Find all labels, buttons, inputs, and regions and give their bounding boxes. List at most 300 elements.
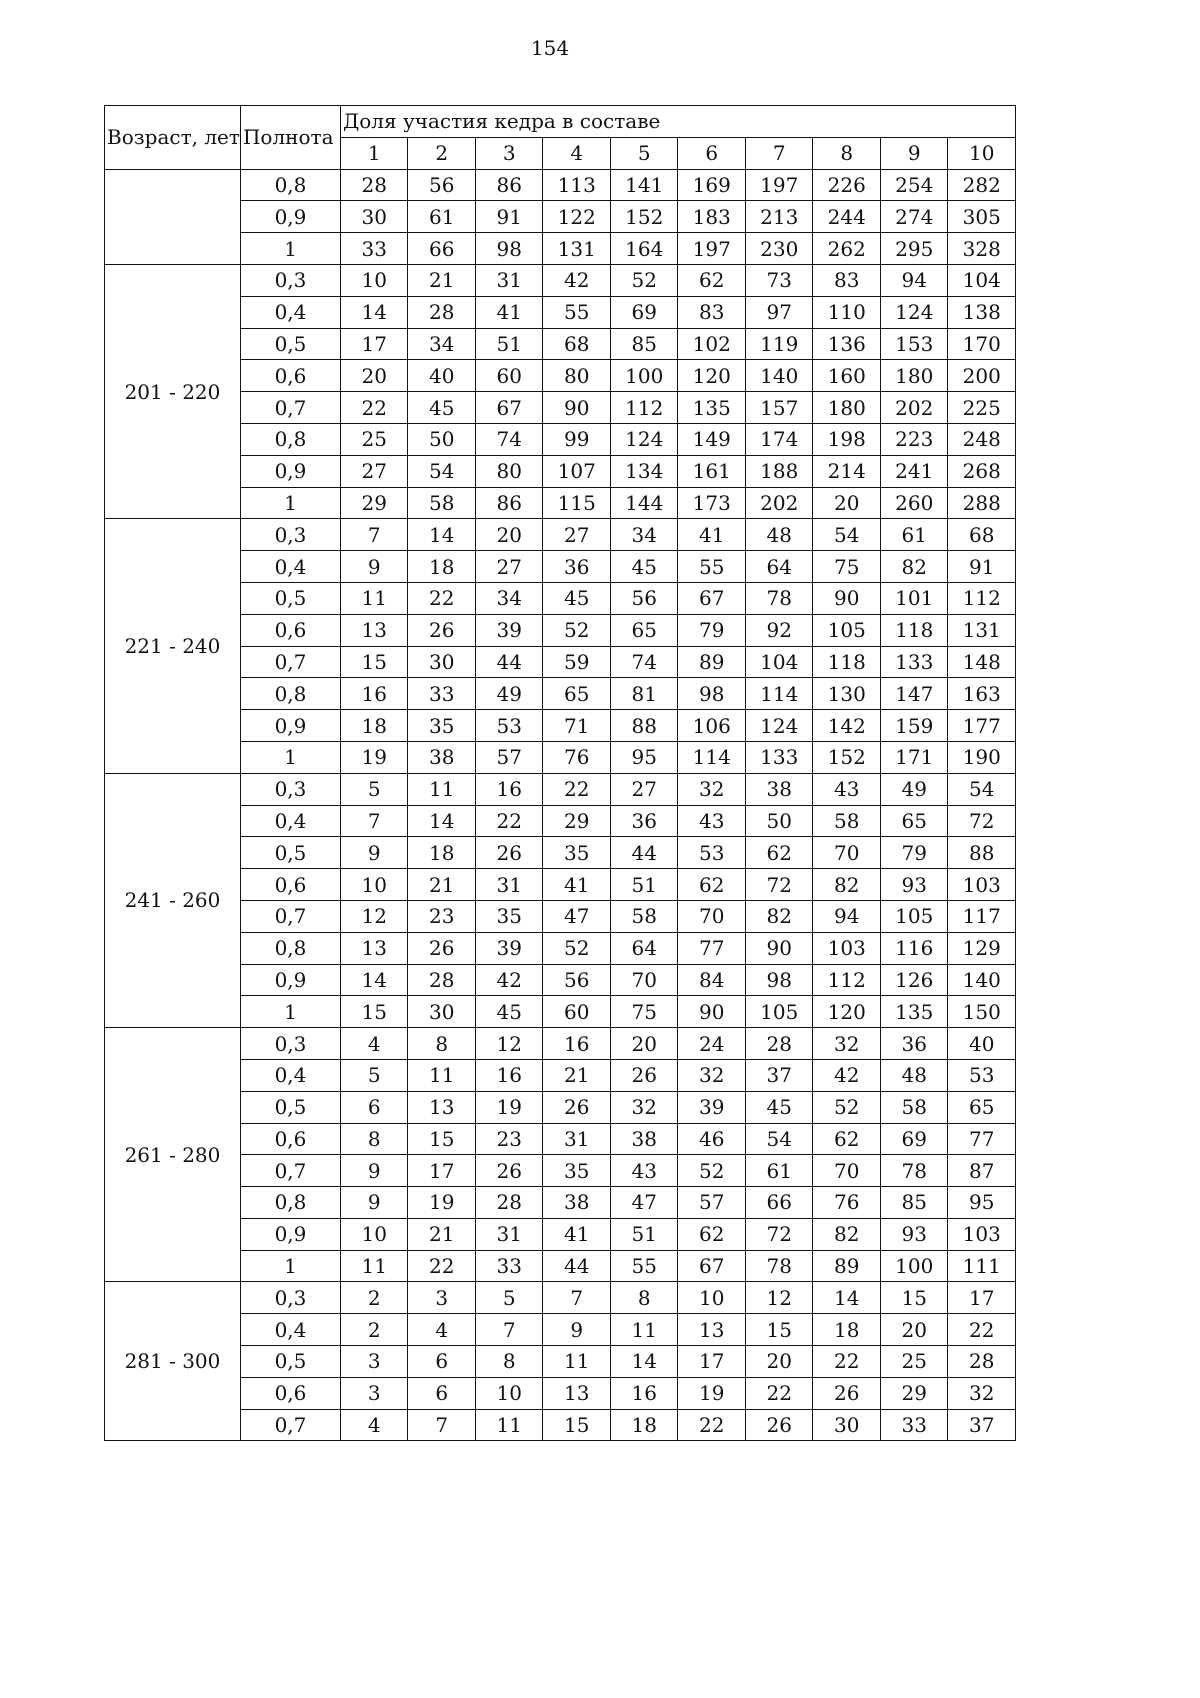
value-cell: 82 bbox=[745, 900, 813, 932]
value-cell: 133 bbox=[745, 741, 813, 773]
value-cell: 16 bbox=[543, 1028, 611, 1060]
value-cell: 20 bbox=[880, 1314, 948, 1346]
value-cell: 75 bbox=[813, 551, 881, 583]
density-cell: 0,5 bbox=[240, 1346, 340, 1378]
value-cell: 36 bbox=[543, 551, 611, 583]
value-cell: 7 bbox=[408, 1409, 476, 1441]
value-cell: 26 bbox=[813, 1377, 881, 1409]
value-cell: 268 bbox=[948, 455, 1016, 487]
value-cell: 159 bbox=[880, 710, 948, 742]
value-cell: 140 bbox=[948, 964, 1016, 996]
value-cell: 23 bbox=[475, 1123, 543, 1155]
value-cell: 91 bbox=[948, 551, 1016, 583]
density-cell: 1 bbox=[240, 233, 340, 265]
value-cell: 10 bbox=[340, 869, 408, 901]
header-density: Полнота bbox=[240, 106, 340, 170]
value-cell: 51 bbox=[475, 328, 543, 360]
value-cell: 11 bbox=[408, 1059, 476, 1091]
value-cell: 112 bbox=[813, 964, 881, 996]
table-row bbox=[105, 392, 1016, 424]
value-cell: 144 bbox=[610, 487, 678, 519]
value-cell: 55 bbox=[678, 551, 746, 583]
value-cell: 15 bbox=[340, 996, 408, 1028]
table-row bbox=[105, 1409, 1016, 1441]
value-cell: 52 bbox=[610, 264, 678, 296]
value-cell: 29 bbox=[340, 487, 408, 519]
page-number: 154 bbox=[530, 36, 570, 60]
value-cell: 248 bbox=[948, 423, 1016, 455]
value-cell: 254 bbox=[880, 169, 948, 201]
value-cell: 98 bbox=[745, 964, 813, 996]
value-cell: 122 bbox=[543, 201, 611, 233]
age-group-cell: 281 - 300 bbox=[105, 1282, 241, 1441]
value-cell: 100 bbox=[880, 1250, 948, 1282]
density-cell: 0,5 bbox=[240, 1091, 340, 1123]
value-cell: 3 bbox=[340, 1346, 408, 1378]
value-cell: 42 bbox=[543, 264, 611, 296]
value-cell: 12 bbox=[340, 900, 408, 932]
value-cell: 135 bbox=[678, 392, 746, 424]
value-cell: 22 bbox=[813, 1346, 881, 1378]
table-row bbox=[105, 360, 1016, 392]
value-cell: 103 bbox=[948, 1218, 1016, 1250]
value-cell: 241 bbox=[880, 455, 948, 487]
value-cell: 82 bbox=[813, 1218, 881, 1250]
value-cell: 244 bbox=[813, 201, 881, 233]
value-cell: 46 bbox=[678, 1123, 746, 1155]
value-cell: 131 bbox=[543, 233, 611, 265]
value-cell: 41 bbox=[475, 296, 543, 328]
value-cell: 28 bbox=[948, 1346, 1016, 1378]
value-cell: 74 bbox=[475, 423, 543, 455]
table-row bbox=[105, 169, 1016, 201]
density-cell: 0,7 bbox=[240, 1409, 340, 1441]
table-row bbox=[105, 710, 1016, 742]
value-cell: 65 bbox=[948, 1091, 1016, 1123]
value-cell: 131 bbox=[948, 614, 1016, 646]
value-cell: 23 bbox=[408, 900, 476, 932]
value-cell: 54 bbox=[745, 1123, 813, 1155]
value-cell: 45 bbox=[475, 996, 543, 1028]
value-cell: 90 bbox=[543, 392, 611, 424]
value-cell: 190 bbox=[948, 741, 1016, 773]
value-cell: 25 bbox=[340, 423, 408, 455]
value-cell: 105 bbox=[813, 614, 881, 646]
density-cell: 0,6 bbox=[240, 614, 340, 646]
value-cell: 9 bbox=[340, 1187, 408, 1219]
density-cell: 0,7 bbox=[240, 392, 340, 424]
value-cell: 19 bbox=[475, 1091, 543, 1123]
density-cell: 0,9 bbox=[240, 710, 340, 742]
table-row bbox=[105, 614, 1016, 646]
value-cell: 33 bbox=[475, 1250, 543, 1282]
value-cell: 22 bbox=[340, 392, 408, 424]
value-cell: 22 bbox=[745, 1377, 813, 1409]
value-cell: 114 bbox=[678, 741, 746, 773]
value-cell: 80 bbox=[475, 455, 543, 487]
value-cell: 39 bbox=[475, 614, 543, 646]
value-cell: 15 bbox=[880, 1282, 948, 1314]
density-cell: 0,9 bbox=[240, 1218, 340, 1250]
density-cell: 0,4 bbox=[240, 1059, 340, 1091]
value-cell: 26 bbox=[610, 1059, 678, 1091]
value-cell: 8 bbox=[408, 1028, 476, 1060]
value-cell: 2 bbox=[340, 1282, 408, 1314]
value-cell: 70 bbox=[813, 1155, 881, 1187]
value-cell: 101 bbox=[880, 582, 948, 614]
value-cell: 9 bbox=[340, 1155, 408, 1187]
value-cell: 45 bbox=[408, 392, 476, 424]
value-cell: 97 bbox=[745, 296, 813, 328]
value-cell: 28 bbox=[745, 1028, 813, 1060]
density-cell: 1 bbox=[240, 996, 340, 1028]
value-cell: 126 bbox=[880, 964, 948, 996]
value-cell: 18 bbox=[813, 1314, 881, 1346]
value-cell: 180 bbox=[880, 360, 948, 392]
value-cell: 9 bbox=[543, 1314, 611, 1346]
value-cell: 32 bbox=[678, 773, 746, 805]
value-cell: 94 bbox=[813, 900, 881, 932]
table-row bbox=[105, 741, 1016, 773]
value-cell: 90 bbox=[745, 932, 813, 964]
value-cell: 36 bbox=[880, 1028, 948, 1060]
value-cell: 67 bbox=[475, 392, 543, 424]
value-cell: 13 bbox=[340, 932, 408, 964]
value-cell: 76 bbox=[813, 1187, 881, 1219]
table-body bbox=[105, 169, 1016, 1441]
value-cell: 53 bbox=[475, 710, 543, 742]
value-cell: 43 bbox=[678, 805, 746, 837]
header-share-column: 6 bbox=[678, 137, 746, 169]
value-cell: 41 bbox=[678, 519, 746, 551]
value-cell: 119 bbox=[745, 328, 813, 360]
value-cell: 20 bbox=[475, 519, 543, 551]
value-cell: 138 bbox=[948, 296, 1016, 328]
value-cell: 66 bbox=[745, 1187, 813, 1219]
value-cell: 93 bbox=[880, 1218, 948, 1250]
value-cell: 29 bbox=[880, 1377, 948, 1409]
value-cell: 152 bbox=[813, 741, 881, 773]
value-cell: 30 bbox=[408, 646, 476, 678]
value-cell: 26 bbox=[408, 932, 476, 964]
table-row bbox=[105, 487, 1016, 519]
table-row bbox=[105, 1314, 1016, 1346]
value-cell: 129 bbox=[948, 932, 1016, 964]
value-cell: 7 bbox=[475, 1314, 543, 1346]
table-row bbox=[105, 233, 1016, 265]
value-cell: 60 bbox=[543, 996, 611, 1028]
table-row bbox=[105, 582, 1016, 614]
density-cell: 0,4 bbox=[240, 296, 340, 328]
value-cell: 50 bbox=[408, 423, 476, 455]
value-cell: 62 bbox=[745, 837, 813, 869]
value-cell: 15 bbox=[408, 1123, 476, 1155]
value-cell: 328 bbox=[948, 233, 1016, 265]
value-cell: 150 bbox=[948, 996, 1016, 1028]
value-cell: 2 bbox=[340, 1314, 408, 1346]
value-cell: 17 bbox=[340, 328, 408, 360]
value-cell: 27 bbox=[543, 519, 611, 551]
value-cell: 174 bbox=[745, 423, 813, 455]
value-cell: 11 bbox=[340, 582, 408, 614]
value-cell: 89 bbox=[678, 646, 746, 678]
value-cell: 21 bbox=[543, 1059, 611, 1091]
value-cell: 274 bbox=[880, 201, 948, 233]
density-cell: 1 bbox=[240, 1250, 340, 1282]
value-cell: 170 bbox=[948, 328, 1016, 360]
value-cell: 41 bbox=[543, 1218, 611, 1250]
value-cell: 48 bbox=[880, 1059, 948, 1091]
value-cell: 197 bbox=[678, 233, 746, 265]
value-cell: 73 bbox=[745, 264, 813, 296]
value-cell: 76 bbox=[543, 741, 611, 773]
value-cell: 17 bbox=[408, 1155, 476, 1187]
value-cell: 51 bbox=[610, 1218, 678, 1250]
value-cell: 11 bbox=[610, 1314, 678, 1346]
value-cell: 57 bbox=[678, 1187, 746, 1219]
value-cell: 20 bbox=[340, 360, 408, 392]
value-cell: 177 bbox=[948, 710, 1016, 742]
table-row bbox=[105, 646, 1016, 678]
density-cell: 0,8 bbox=[240, 169, 340, 201]
density-cell: 0,6 bbox=[240, 360, 340, 392]
value-cell: 72 bbox=[745, 869, 813, 901]
value-cell: 95 bbox=[610, 741, 678, 773]
value-cell: 16 bbox=[475, 773, 543, 805]
value-cell: 26 bbox=[745, 1409, 813, 1441]
value-cell: 198 bbox=[813, 423, 881, 455]
value-cell: 79 bbox=[880, 837, 948, 869]
value-cell: 183 bbox=[678, 201, 746, 233]
value-cell: 61 bbox=[408, 201, 476, 233]
table-row bbox=[105, 1282, 1016, 1314]
value-cell: 22 bbox=[408, 1250, 476, 1282]
value-cell: 61 bbox=[880, 519, 948, 551]
value-cell: 27 bbox=[475, 551, 543, 583]
density-cell: 0,3 bbox=[240, 1028, 340, 1060]
table-row bbox=[105, 1187, 1016, 1219]
value-cell: 53 bbox=[678, 837, 746, 869]
value-cell: 86 bbox=[475, 169, 543, 201]
table-row bbox=[105, 551, 1016, 583]
value-cell: 32 bbox=[948, 1377, 1016, 1409]
value-cell: 20 bbox=[813, 487, 881, 519]
density-cell: 0,8 bbox=[240, 932, 340, 964]
value-cell: 28 bbox=[408, 296, 476, 328]
data-table bbox=[104, 105, 1016, 1441]
value-cell: 69 bbox=[880, 1123, 948, 1155]
table-row bbox=[105, 964, 1016, 996]
value-cell: 260 bbox=[880, 487, 948, 519]
table-row bbox=[105, 1250, 1016, 1282]
value-cell: 83 bbox=[678, 296, 746, 328]
header-share-column: 8 bbox=[813, 137, 881, 169]
table-row bbox=[105, 1377, 1016, 1409]
value-cell: 28 bbox=[340, 169, 408, 201]
value-cell: 58 bbox=[880, 1091, 948, 1123]
header-share-column: 10 bbox=[948, 137, 1016, 169]
value-cell: 56 bbox=[543, 964, 611, 996]
table-row bbox=[105, 423, 1016, 455]
value-cell: 17 bbox=[678, 1346, 746, 1378]
value-cell: 6 bbox=[408, 1346, 476, 1378]
value-cell: 130 bbox=[813, 678, 881, 710]
value-cell: 35 bbox=[543, 1155, 611, 1187]
value-cell: 53 bbox=[948, 1059, 1016, 1091]
value-cell: 120 bbox=[678, 360, 746, 392]
value-cell: 20 bbox=[610, 1028, 678, 1060]
value-cell: 22 bbox=[948, 1314, 1016, 1346]
value-cell: 78 bbox=[880, 1155, 948, 1187]
value-cell: 43 bbox=[610, 1155, 678, 1187]
value-cell: 295 bbox=[880, 233, 948, 265]
density-cell: 0,7 bbox=[240, 646, 340, 678]
value-cell: 40 bbox=[408, 360, 476, 392]
density-cell: 0,3 bbox=[240, 519, 340, 551]
value-cell: 9 bbox=[340, 837, 408, 869]
value-cell: 135 bbox=[880, 996, 948, 1028]
value-cell: 28 bbox=[475, 1187, 543, 1219]
value-cell: 8 bbox=[475, 1346, 543, 1378]
density-cell: 0,3 bbox=[240, 1282, 340, 1314]
value-cell: 61 bbox=[745, 1155, 813, 1187]
value-cell: 38 bbox=[408, 741, 476, 773]
density-cell: 0,9 bbox=[240, 201, 340, 233]
value-cell: 72 bbox=[948, 805, 1016, 837]
value-cell: 32 bbox=[610, 1091, 678, 1123]
value-cell: 4 bbox=[340, 1028, 408, 1060]
density-cell: 0,8 bbox=[240, 678, 340, 710]
value-cell: 11 bbox=[340, 1250, 408, 1282]
value-cell: 34 bbox=[408, 328, 476, 360]
value-cell: 148 bbox=[948, 646, 1016, 678]
value-cell: 27 bbox=[340, 455, 408, 487]
value-cell: 19 bbox=[340, 741, 408, 773]
value-cell: 60 bbox=[475, 360, 543, 392]
value-cell: 11 bbox=[475, 1409, 543, 1441]
value-cell: 91 bbox=[475, 201, 543, 233]
table-row bbox=[105, 869, 1016, 901]
value-cell: 18 bbox=[408, 837, 476, 869]
value-cell: 30 bbox=[408, 996, 476, 1028]
value-cell: 110 bbox=[813, 296, 881, 328]
value-cell: 140 bbox=[745, 360, 813, 392]
value-cell: 14 bbox=[340, 964, 408, 996]
value-cell: 29 bbox=[543, 805, 611, 837]
value-cell: 33 bbox=[408, 678, 476, 710]
value-cell: 86 bbox=[475, 487, 543, 519]
value-cell: 89 bbox=[813, 1250, 881, 1282]
density-cell: 0,5 bbox=[240, 582, 340, 614]
value-cell: 20 bbox=[745, 1346, 813, 1378]
value-cell: 262 bbox=[813, 233, 881, 265]
value-cell: 136 bbox=[813, 328, 881, 360]
value-cell: 82 bbox=[813, 869, 881, 901]
value-cell: 59 bbox=[543, 646, 611, 678]
value-cell: 50 bbox=[745, 805, 813, 837]
value-cell: 118 bbox=[880, 614, 948, 646]
value-cell: 44 bbox=[543, 1250, 611, 1282]
value-cell: 10 bbox=[340, 1218, 408, 1250]
value-cell: 55 bbox=[543, 296, 611, 328]
value-cell: 16 bbox=[340, 678, 408, 710]
value-cell: 94 bbox=[880, 264, 948, 296]
value-cell: 22 bbox=[475, 805, 543, 837]
value-cell: 105 bbox=[745, 996, 813, 1028]
value-cell: 288 bbox=[948, 487, 1016, 519]
value-cell: 112 bbox=[948, 582, 1016, 614]
value-cell: 54 bbox=[813, 519, 881, 551]
value-cell: 103 bbox=[813, 932, 881, 964]
value-cell: 197 bbox=[745, 169, 813, 201]
value-cell: 7 bbox=[340, 805, 408, 837]
value-cell: 164 bbox=[610, 233, 678, 265]
value-cell: 42 bbox=[475, 964, 543, 996]
table-row bbox=[105, 328, 1016, 360]
value-cell: 21 bbox=[408, 869, 476, 901]
value-cell: 17 bbox=[948, 1282, 1016, 1314]
value-cell: 64 bbox=[610, 932, 678, 964]
value-cell: 105 bbox=[880, 900, 948, 932]
value-cell: 69 bbox=[610, 296, 678, 328]
value-cell: 33 bbox=[880, 1409, 948, 1441]
value-cell: 225 bbox=[948, 392, 1016, 424]
value-cell: 55 bbox=[610, 1250, 678, 1282]
value-cell: 43 bbox=[813, 773, 881, 805]
value-cell: 114 bbox=[745, 678, 813, 710]
value-cell: 52 bbox=[678, 1155, 746, 1187]
value-cell: 124 bbox=[880, 296, 948, 328]
value-cell: 26 bbox=[543, 1091, 611, 1123]
age-group-cell: 261 - 280 bbox=[105, 1028, 241, 1282]
value-cell: 65 bbox=[543, 678, 611, 710]
value-cell: 106 bbox=[678, 710, 746, 742]
value-cell: 85 bbox=[880, 1187, 948, 1219]
value-cell: 93 bbox=[880, 869, 948, 901]
value-cell: 27 bbox=[610, 773, 678, 805]
header-share-column: 4 bbox=[543, 137, 611, 169]
value-cell: 62 bbox=[678, 1218, 746, 1250]
table-row bbox=[105, 678, 1016, 710]
value-cell: 39 bbox=[678, 1091, 746, 1123]
value-cell: 49 bbox=[475, 678, 543, 710]
age-group-cell: 201 - 220 bbox=[105, 264, 241, 518]
value-cell: 80 bbox=[543, 360, 611, 392]
value-cell: 24 bbox=[678, 1028, 746, 1060]
value-cell: 38 bbox=[543, 1187, 611, 1219]
value-cell: 169 bbox=[678, 169, 746, 201]
value-cell: 26 bbox=[408, 614, 476, 646]
value-cell: 67 bbox=[678, 1250, 746, 1282]
value-cell: 98 bbox=[475, 233, 543, 265]
value-cell: 14 bbox=[340, 296, 408, 328]
value-cell: 5 bbox=[475, 1282, 543, 1314]
value-cell: 26 bbox=[475, 1155, 543, 1187]
value-cell: 13 bbox=[408, 1091, 476, 1123]
value-cell: 107 bbox=[543, 455, 611, 487]
header-row-1 bbox=[105, 106, 1016, 138]
value-cell: 90 bbox=[813, 582, 881, 614]
density-cell: 1 bbox=[240, 741, 340, 773]
value-cell: 4 bbox=[408, 1314, 476, 1346]
table-row bbox=[105, 900, 1016, 932]
value-cell: 305 bbox=[948, 201, 1016, 233]
value-cell: 15 bbox=[745, 1314, 813, 1346]
value-cell: 10 bbox=[340, 264, 408, 296]
value-cell: 32 bbox=[813, 1028, 881, 1060]
density-cell: 0,4 bbox=[240, 1314, 340, 1346]
value-cell: 6 bbox=[340, 1091, 408, 1123]
